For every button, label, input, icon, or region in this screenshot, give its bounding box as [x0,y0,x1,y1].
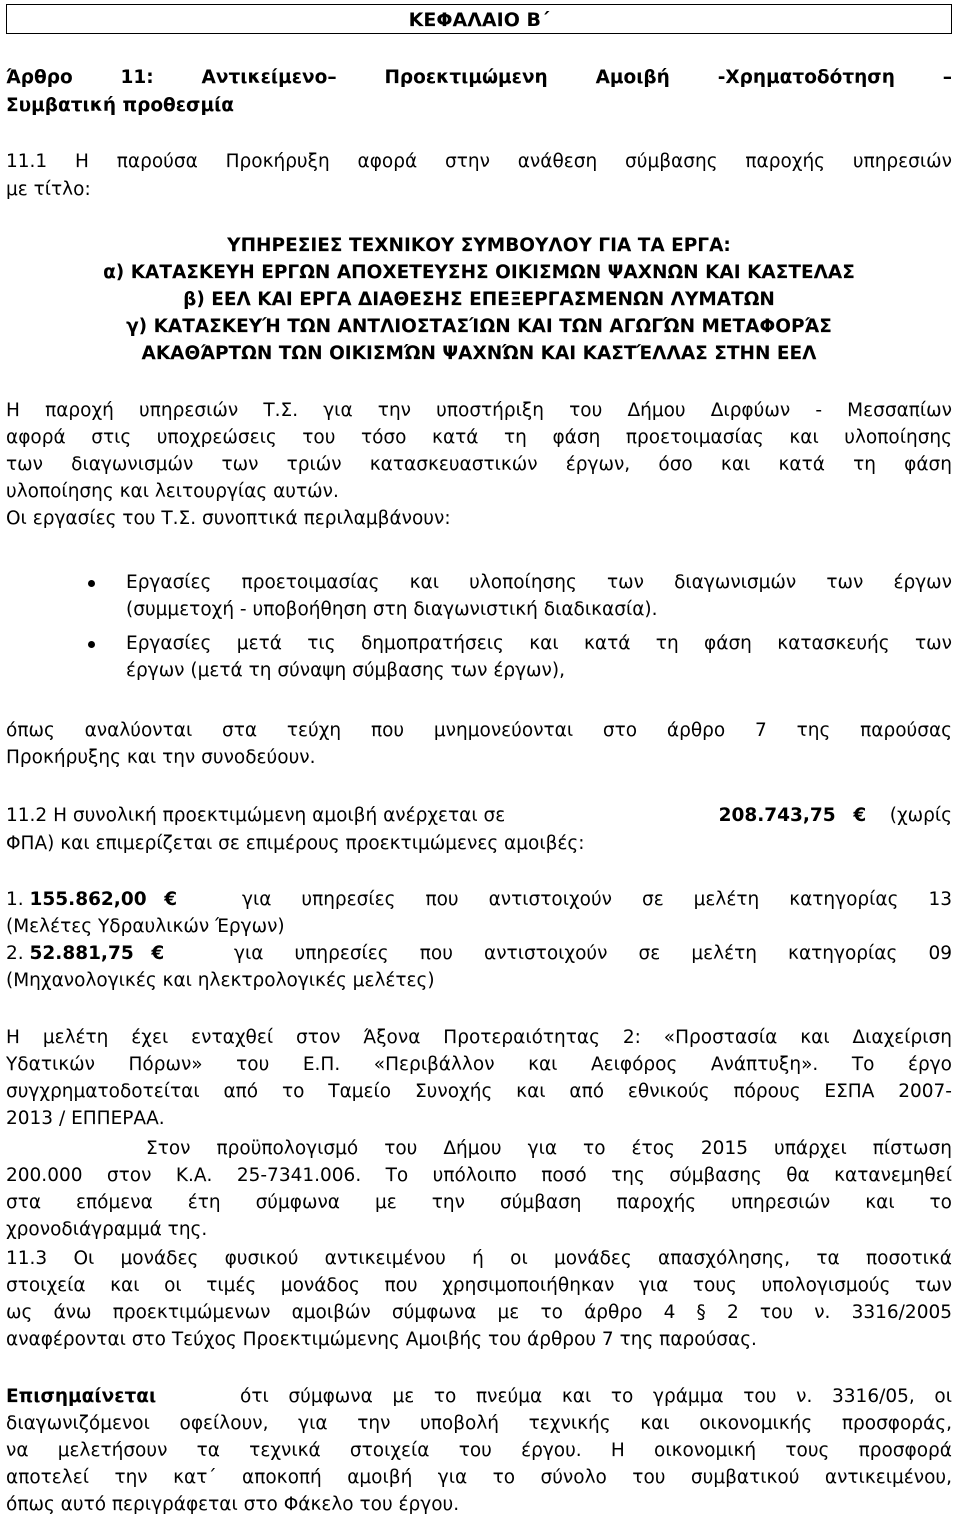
after-bullets-line-1: όπως αναλύονται στα τεύχη που μνημονεύονται στο άρθρο 7 της παρούσας [6,720,952,741]
fee-2-text: για υπηρεσίες που αντιστοιχούν σε μελέτη κατηγορίας 09 [234,943,952,964]
services-para-line-1: Η παροχή υπηρεσιών Τ.Σ. για την υποστήριξη του Δήμου Διρφύων - Μεσσαπίων [6,400,952,421]
chapter-title: ΚΕΦΑΛΑΙΟ Β΄ [408,9,550,31]
services-title-line-3: β) ΕΕΛ ΚΑΙ ΕΡΓΑ ΔΙΑΘΕΣΗΣ ΕΠΕΞΕΡΓΑΣΜΕΝΩΝ ΛΥΜΑΤΩΝ [183,289,775,310]
budget-para-line-2: 200.000 στον Κ.Α. 25-7341.006. Το υπόλοιπο ποσό της σύμβασης θα κατανεμηθεί [6,1165,952,1186]
services-title-line-1: ΥΠΗΡΕΣΙΕΣ ΤΕΧΝΙΚΟΥ ΣΥΜΒΟΥΛΟΥ ΓΙΑ ΤΑ ΕΡΓΑ: [227,235,731,256]
fee-2-line-2: (Μηχανολογικές και ηλεκτρολογικές μελέτες) [6,970,435,991]
budget-para-line-1: Στον προϋπολογισμό του Δήμου για το έτος 2015 υπάρχει πίστωση [146,1138,952,1159]
paragraph-11-3-line-3: ως άνω προεκτιμώμενων αμοιβών σύμφωνα με το άρθρο 4 § 2 του ν. 3316/2005 [6,1302,952,1323]
budget-para-line-4: χρονοδιάγραμμά της. [6,1219,208,1240]
services-para-line-5: Οι εργασίες του Τ.Σ. συνοπτικά περιλαμβάνουν: [6,508,451,529]
notice-line-5: όπως αυτό περιγράφεται στο Φάκελο του έργου. [6,1494,460,1515]
paragraph-11-2-line-2: ΦΠΑ) και επιμερίζεται σε επιμέρους προεκτιμώμενες αμοιβές: [6,833,585,854]
services-title-line-2: α) ΚΑΤΑΣΚΕΥΗ ΕΡΓΩΝ ΑΠΟΧΕΤΕΥΣΗΣ ΟΙΚΙΣΜΩΝ ΨΑΧΝΩΝ ΚΑΙ ΚΑΣΤΕΛΑΣ [103,262,855,283]
paragraph-11-3-line-2: στοιχεία και οι τιμές μονάδος που χρησιμοποιήθηκαν για τους υπολογισμούς των [6,1275,952,1296]
fee-2-number: 2. [6,943,24,964]
article-title-line-1: Άρθρο 11: Αντικείμενο– Προεκτιμώμενη Αμοιβή -Χρηματοδότηση – [6,67,952,88]
total-amount: 208.743,75 [718,805,836,826]
paragraph-11-3-line-4: αναφέρονται στο Τεύχος Προεκτιμώμενης Αμοιβής του άρθρου 7 της παρούσας. [6,1329,757,1350]
notice-bold-word: Επισημαίνεται [6,1386,157,1407]
notice-line-2: διαγωνιζόμενοι οφείλουν, για την υποβολή τεχνικής και οικονομικής προσφοράς, [6,1413,952,1434]
after-bullets-line-2: Προκήρυξης και την συνοδεύουν. [6,747,316,768]
paragraph-11-1-line-2: με τίτλο: [6,179,91,200]
paragraph-11-2-suffix: (χωρίς [889,805,952,826]
euro-icon: € [151,943,165,964]
services-para-line-3: των διαγωνισμών των τριών κατασκευαστικών έργων, όσο και κατά τη φάση [6,454,952,475]
bullet-2-line-2: έργων (μετά τη σύναψη σύμβασης των έργων), [126,660,565,681]
budget-para-line-3: στα επόμενα έτη σύμφωνα με την σύμβαση παροχής υπηρεσιών και το [6,1192,952,1213]
notice-line-1-rest: ότι σύμφωνα με το πνεύμα και το γράμμα του ν. 3316/05, οι [240,1386,952,1407]
bullet-1-line-2: (συμμετοχή - υποβοήθηση στη διαγωνιστική διαδικασία). [126,599,658,620]
fee-2-amount: 52.881,75 [29,943,134,964]
paragraph-11-2-prefix: 11.2 Η συνολική προεκτιμώμενη αμοιβή ανέρχεται σε [6,805,506,826]
services-para-line-2: αφορά στις υποχρεώσεις του τόσο κατά τη φάση προετοιμασίας και υλοποίησης [6,427,952,448]
notice-line-4: αποτελεί την κατ΄ αποκοπή αμοιβή για το σύνολο του συμβατικού αντικειμένου, [6,1467,952,1488]
bullet-dot [88,580,95,587]
bullet-dot [88,641,95,648]
paragraph-11-1-line-1: 11.1 Η παρούσα Προκήρυξη αφορά στην ανάθεση σύμβασης παροχής υπηρεσιών [6,151,952,172]
services-title-line-5: ΑΚΑΘΆΡΤΩΝ ΤΩΝ ΟΙΚΙΣΜΏΝ ΨΑΧΝΏΝ ΚΑΙ ΚΑΣΤΈΛΛΑΣ ΣΤΗΝ ΕΕΛ [141,343,817,364]
notice-line-3: να μελετήσουν τα τεχνικά στοιχεία του έργου. Η οικονομική τους προσφορά [6,1440,952,1461]
funding-para-line-1: Η μελέτη έχει ενταχθεί στον Άξονα Προτεραιότητας 2: «Προστασία και Διαχείριση [6,1027,952,1048]
bullet-1-line-1: Εργασίες προετοιμασίας και υλοποίησης των διαγωνισμών των έργων [126,572,952,593]
services-para-line-4: υλοποίησης και λειτουργίας αυτών. [6,481,339,502]
paragraph-11-2-line-1 [6,802,952,829]
article-title-line-2: Συμβατική προθεσμία [6,95,234,116]
fee-1-line-2: (Μελέτες Υδραυλικών Έργων) [6,916,285,937]
services-title-line-4: γ) ΚΑΤΑΣΚΕΥΉ ΤΩΝ ΑΝΤΛΙΟΣΤΑΣΊΩΝ ΚΑΙ ΤΩΝ ΑΓΩΓΏΝ ΜΕΤΑΦΟΡΆΣ [126,316,832,337]
fee-1-line-1 [6,886,952,913]
notice-line-1 [6,1383,952,1410]
chapter-header-box [6,4,952,34]
fee-2-line-1 [6,940,952,967]
paragraph-11-3-line-1: 11.3 Οι μονάδες φυσικού αντικειμένου ή οι μονάδες απασχόλησης, τα ποσοτικά [6,1248,952,1269]
euro-icon: € [164,889,178,910]
funding-para-line-2: Υδατικών Πόρων» του Ε.Π. «Περιβάλλον και Αειφόρος Ανάπτυξη». Το έργο [6,1054,952,1075]
bullet-2-line-1: Εργασίες μετά τις δημοπρατήσεις και κατά τη φάση κατασκευής των [126,633,952,654]
funding-para-line-4: 2013 / ΕΠΠΕΡΑΑ. [6,1108,165,1129]
fee-1-number: 1. [6,889,24,910]
euro-icon: € [853,805,867,826]
fee-1-text: για υπηρεσίες που αντιστοιχούν σε μελέτη κατηγορίας 13 [242,889,952,910]
funding-para-line-3: συγχρηματοδοτείται από το Ταμείο Συνοχής και από εθνικούς πόρους ΕΣΠΑ 2007- [6,1081,952,1102]
fee-1-amount: 155.862,00 [29,889,147,910]
